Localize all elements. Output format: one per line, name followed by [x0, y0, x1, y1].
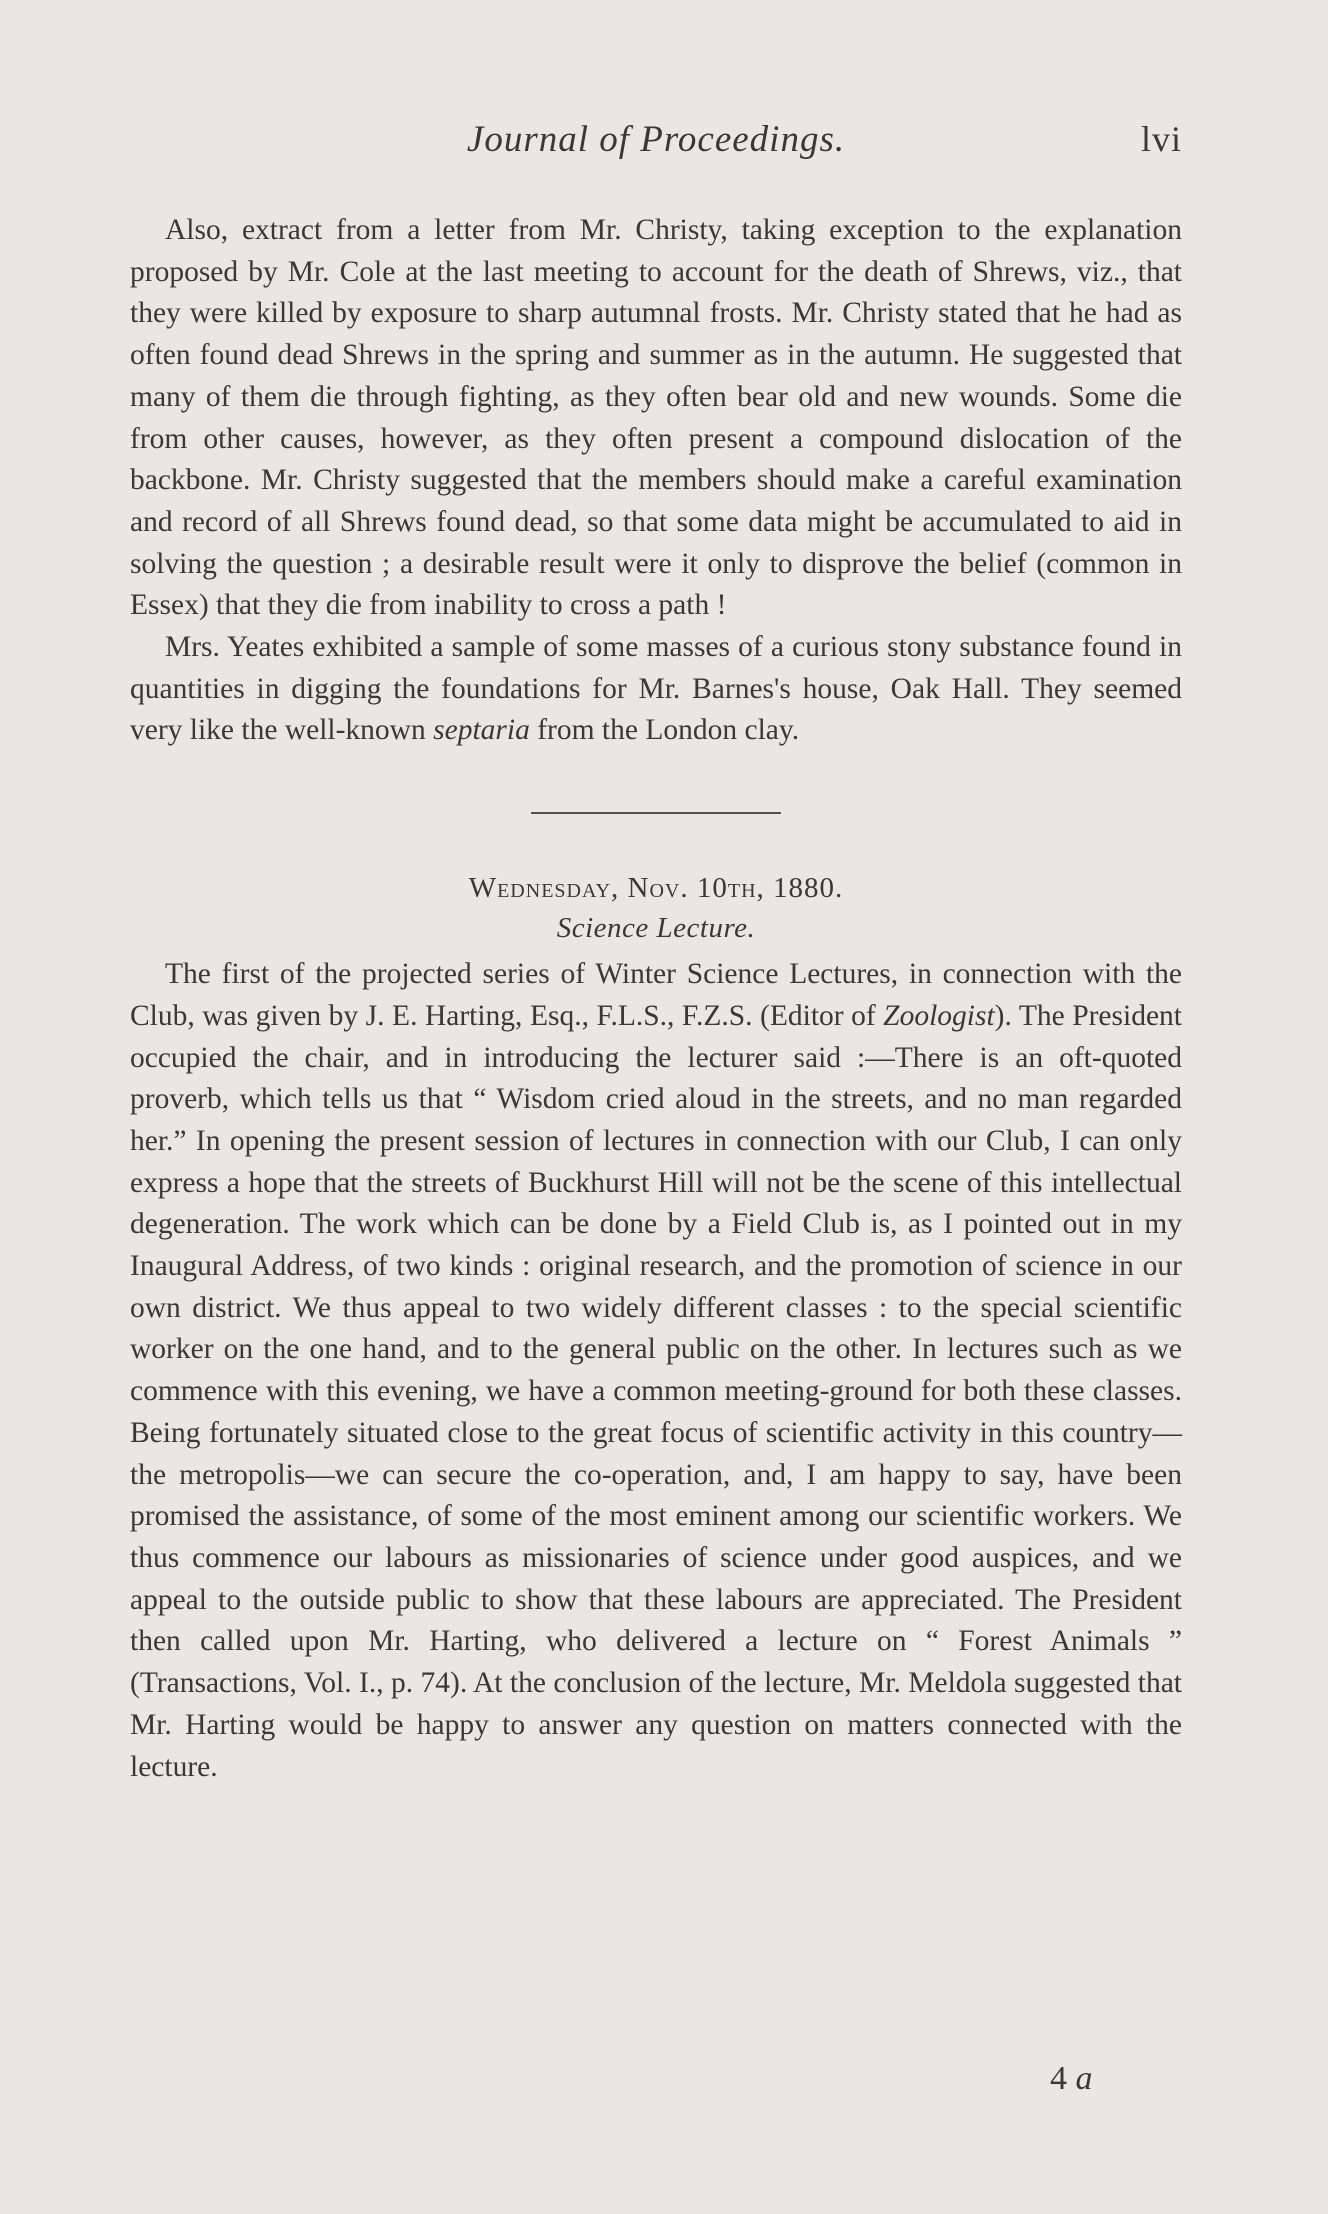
page-number: lvi: [1140, 119, 1182, 159]
sub-heading: Science Lecture.: [556, 912, 756, 945]
signature-letter: a: [1075, 2060, 1093, 2097]
page-body: [130, 210, 1182, 1788]
signature-mark: [1050, 2060, 1093, 2098]
signature-number: 4: [1050, 2060, 1067, 2097]
paragraph-text: ). The President occupied the chair, and in introducing the lecturer said :—There is an oft-quoted proverb, which tells us that “ Wisdom cried aloud in the streets, and no man regarded her.” In opening the present session of lectures in connection with our Club, I can only express a hope that the streets of Buckhurst Hill will not be the scene of this intellectual degeneration. The work which can be done by a Field Club is, as I pointed out in my Inaugural Address, of two kinds : original research, and the promotion of science in our own district. We thus appeal to two widely different classes : to the special scientific worker on the one hand, and to the general public on the other. In lectures such as we commence with this evening, we have a common meeting-ground for both these classes. Being fortunately situated close to the great focus of scientific activity in this country—the metropolis—we can secure the co-operation, and, I am happy to say, have been promised the assistance, of some of the most eminent among our scientific workers. We thus commence our labours as missionaries of science under good auspices, and we appeal to the outside public to show that these labours are appreciated. The President then called upon Mr. Harting, who delivered a lecture on “ Forest Animals ” (Transactions, Vol. I., p. 74). At the conclusion of the lecture, Mr. Meldola suggested that Mr. Harting would be happy to answer any question on matters connected with the lecture.: [130, 999, 1182, 1783]
paragraph-stony-substance: [130, 627, 1182, 752]
running-title: Journal of Proceedings.: [466, 119, 846, 160]
paragraph-text: The first of the projected series of Winter Science Lectures, in connection with the Club, was given by J. E. Harting, Esq., F.L.S., F.Z.S. (Editor of: [130, 958, 1182, 1032]
date-heading: Wednesday, Nov. 10th, 1880.: [468, 872, 844, 905]
italic-term: septaria: [433, 714, 530, 747]
page-header: [130, 118, 1182, 178]
paragraph-text: Mrs. Yeates exhibited a sample of some masses of a curious stony substance found in quantities in digging the foundations for Mr. Barnes's house, Oak Hall. They seemed very like the well-known: [130, 631, 1182, 747]
italic-term: Zoologist: [883, 999, 995, 1032]
paragraph-shrews-letter: Also, extract from a letter from Mr. Christy, taking exception to the explanation proposed by Mr. Cole at the last meeting to account for the death of Shrews, viz., that they were killed by exposure to sharp autumnal frosts. Mr. Christy stated that he had as often found dead Shrews in the spring and summer as in the autumn. He suggested that many of them die through fighting, as they often bear old and new wounds. Some die from other causes, however, as they often present a compound dislocation of the backbone. Mr. Christy suggested that the members should make a careful examination and record of all Shrews found dead, so that some data might be accumulated to aid in solving the question ; a desirable result were it only to disprove the belief (common in Essex) that they die from inability to cross a path !: [130, 214, 1182, 622]
section-divider: [531, 812, 781, 814]
paragraph-text: from the London clay.: [529, 714, 800, 747]
paragraph-science-lecture: [130, 954, 1182, 1788]
